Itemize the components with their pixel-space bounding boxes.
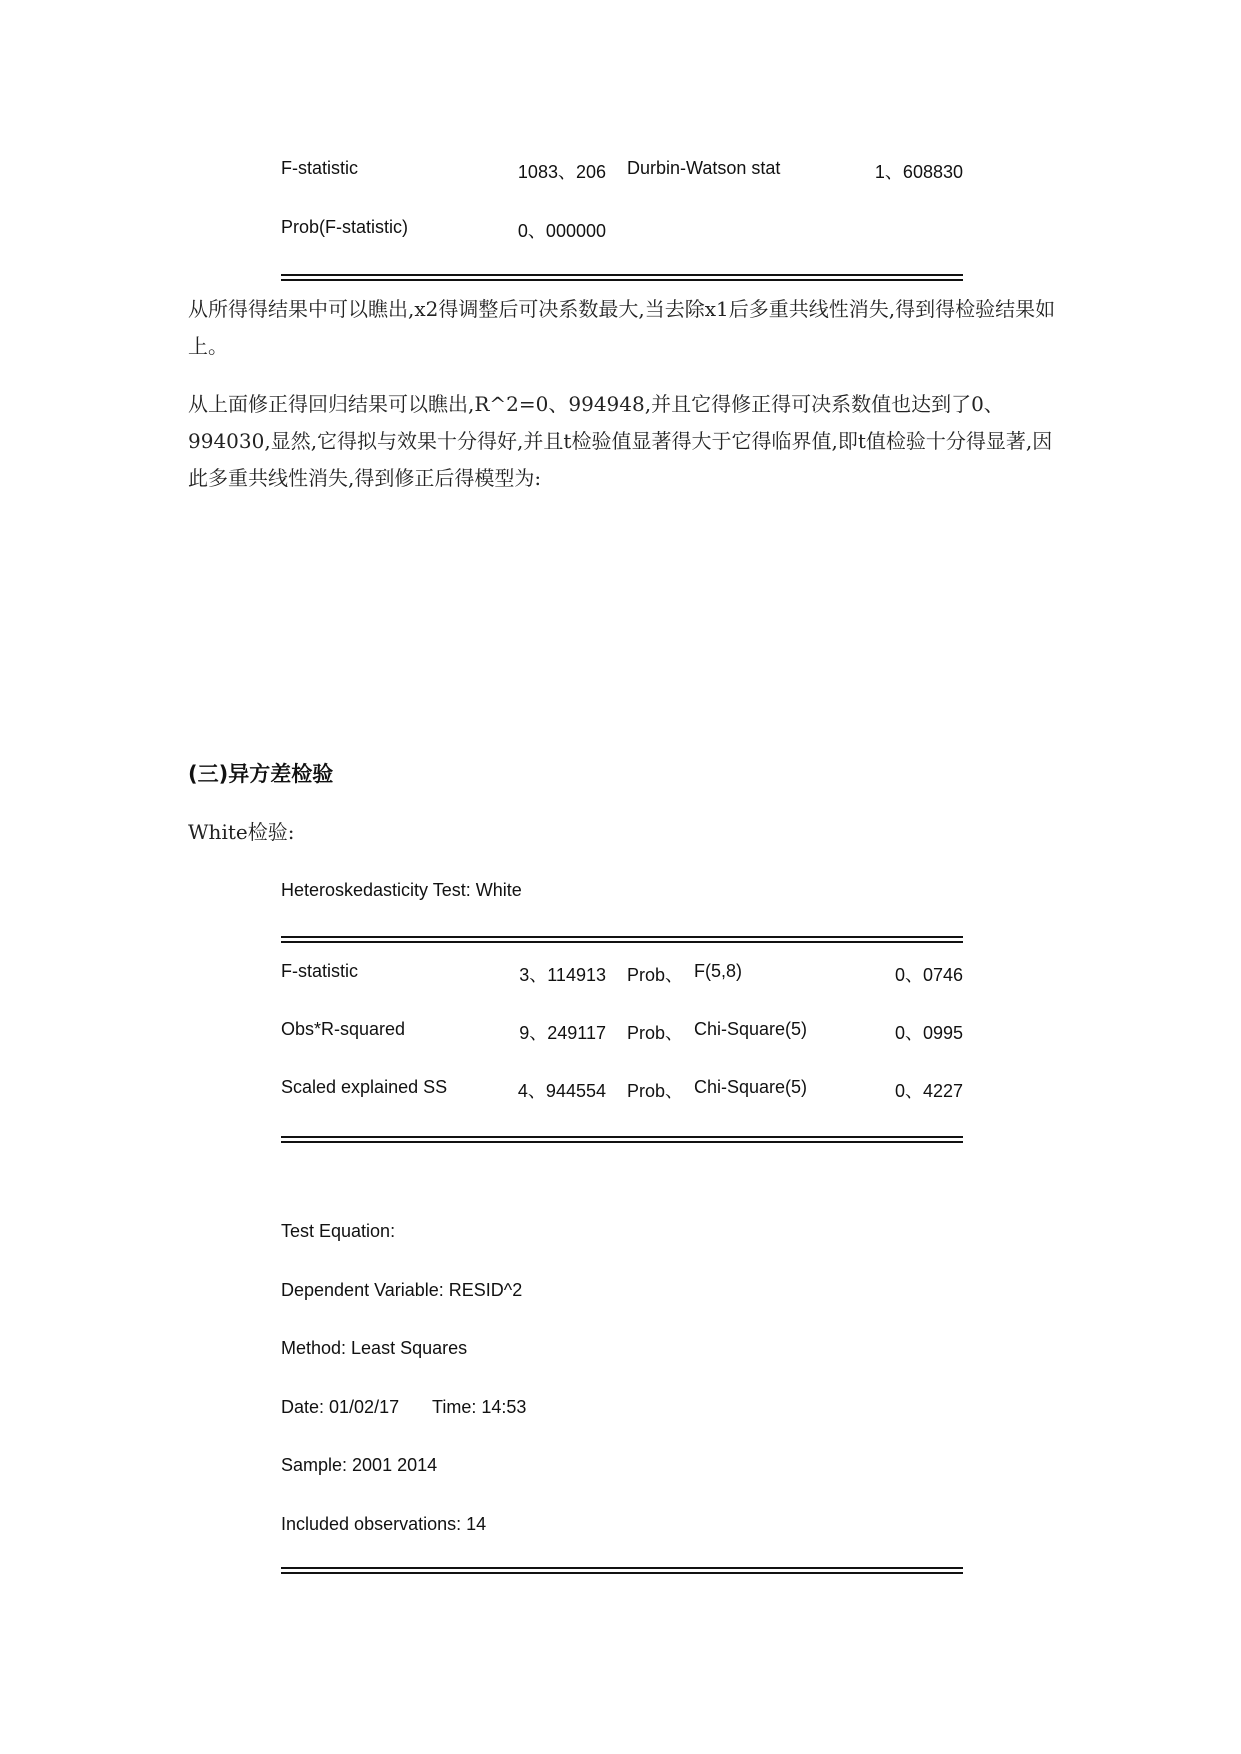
row-label: Obs*R-squared (281, 1019, 406, 1039)
paragraph-1: 从所得得结果中可以瞧出,x2得调整后可决系数最大,当去除x1后多重共线性消失,得到得检验结果如上。 (188, 297, 1056, 358)
row-label: F-statistic (281, 961, 359, 981)
method: Method: Least Squares (281, 1338, 468, 1358)
stat-label-prob-f: Prob(F-statistic) (281, 217, 409, 237)
test-equation-rule (281, 1567, 963, 1574)
row-value: 3、114913 (519, 965, 606, 985)
test-equation-title: Test Equation: (281, 1221, 396, 1241)
included-observations: Included observations: 14 (281, 1514, 487, 1534)
white-test-label: White检验: (188, 820, 295, 844)
white-test-title: Heteroskedasticity Test: White (281, 880, 522, 900)
row-prob: Prob、 (627, 1081, 684, 1101)
section-heading: (三)异方差检验 (188, 762, 334, 786)
row-dist: F(5,8) (694, 961, 743, 981)
row-value: 4、944554 (517, 1081, 606, 1101)
dependent-variable: Dependent Variable: RESID^2 (281, 1280, 523, 1300)
row-dist: Chi-Square(5) (694, 1019, 808, 1039)
row-prob: Prob、 (627, 1023, 684, 1043)
stat-value-prob-f: 0、000000 (517, 221, 606, 241)
time: Time: 14:53 (432, 1397, 527, 1417)
stat-label-f-statistic: F-statistic (281, 158, 359, 178)
sample: Sample: 2001 2014 (281, 1455, 438, 1475)
row-dist: Chi-Square(5) (694, 1077, 808, 1097)
table-bottom-rule (281, 274, 963, 281)
white-table-top-rule (281, 936, 963, 943)
row-value: 9、249117 (519, 1023, 606, 1043)
stat-label-durbin-watson: Durbin-Watson stat (627, 158, 781, 178)
date: Date: 01/02/17 (281, 1397, 400, 1417)
stat-value-f-statistic: 1083、206 (517, 162, 606, 182)
stat-value-durbin-watson: 1、608830 (874, 162, 963, 182)
row-prob: Prob、 (627, 965, 684, 985)
row-label: Scaled explained SS (281, 1077, 448, 1097)
row-p-value: 0、0995 (894, 1023, 963, 1043)
white-table-bottom-rule (281, 1136, 963, 1143)
paragraph-2: 从上面修正得回归结果可以瞧出,R^2=0、994948,并且它得修正得可决系数值也达到了0、994030,显然,它得拟与效果十分得好,并且t检验值显著得大于它得临界值,即t值检验十分得显著,因此多重共线性消失,得到修正后得模型为: (188, 392, 1053, 490)
row-p-value: 0、0746 (894, 965, 963, 985)
row-p-value: 0、4227 (894, 1081, 963, 1101)
